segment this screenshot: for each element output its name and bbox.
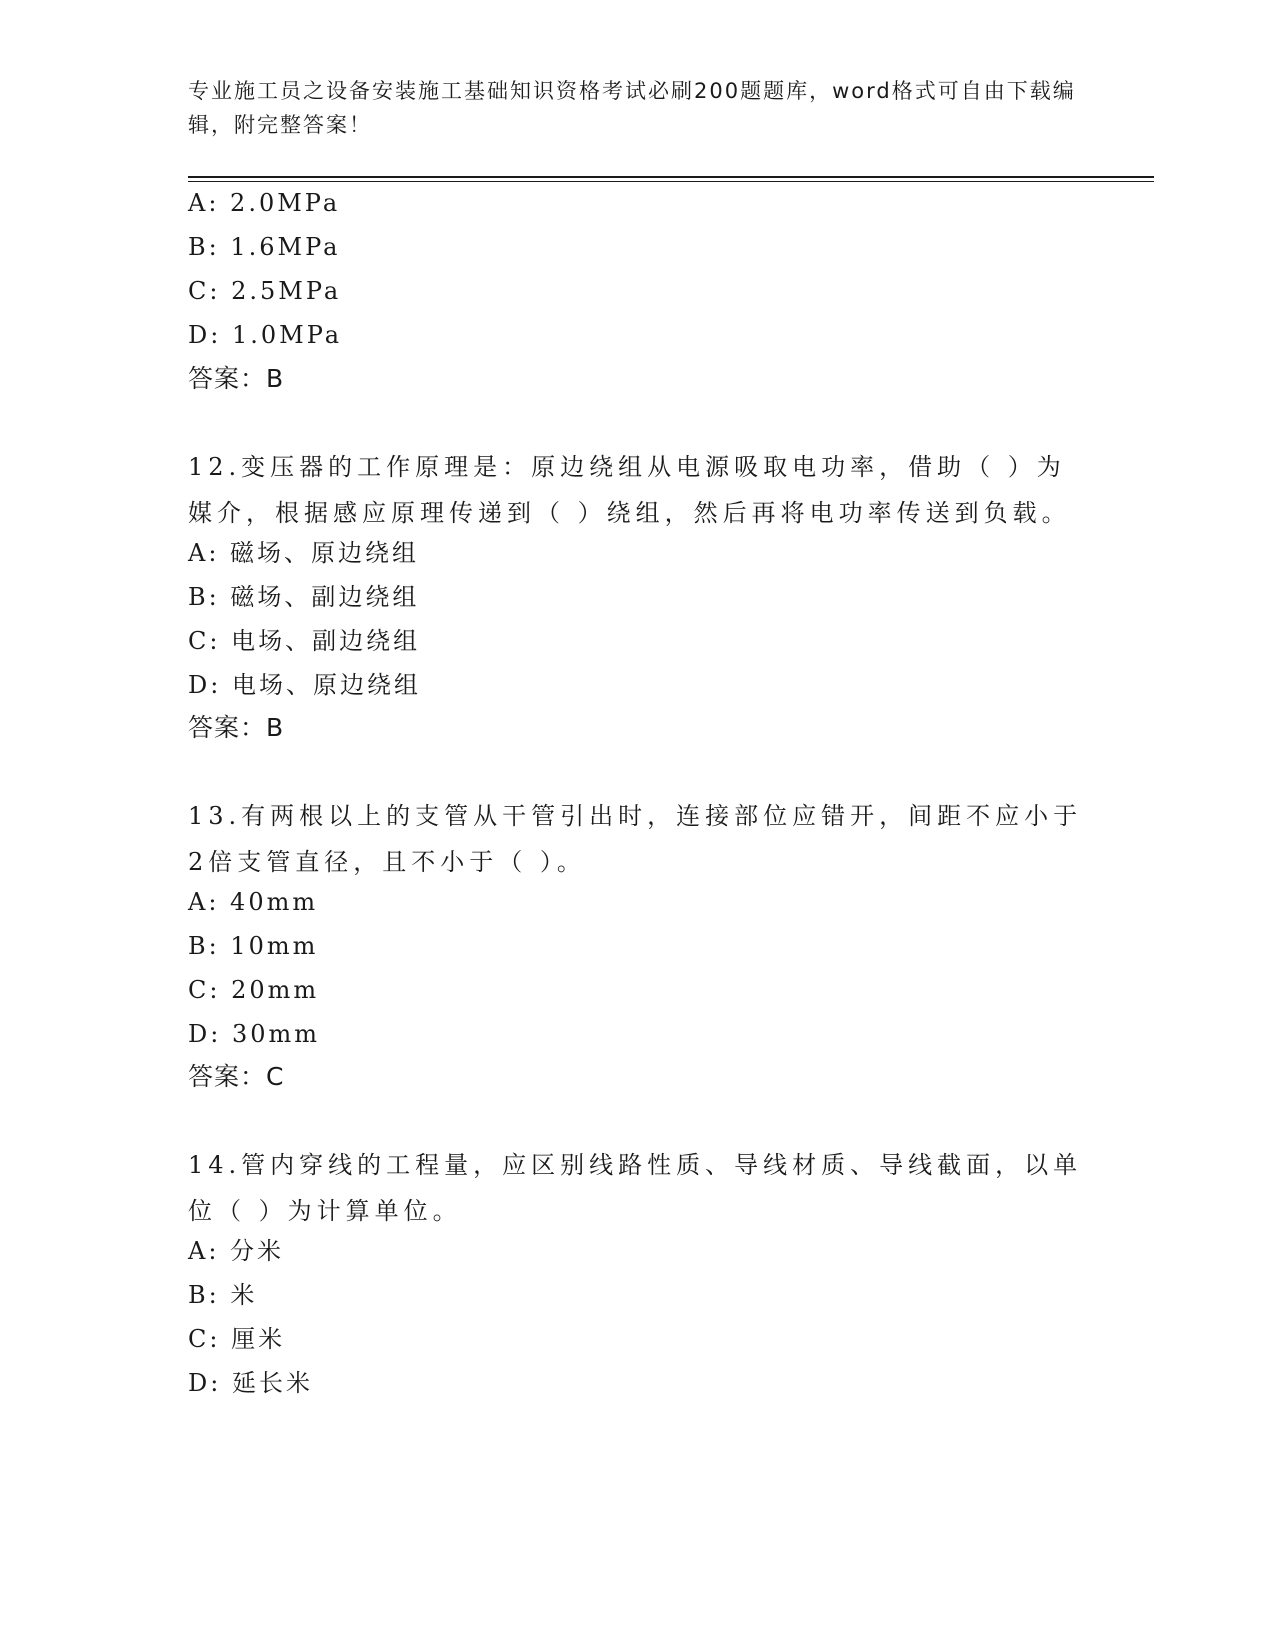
q14-option-d: D: 延长米 [188, 1369, 313, 1397]
q12-option-c: C: 电场、副边绕组 [188, 627, 421, 655]
q12-option-d: D: 电场、原边绕组 [188, 671, 421, 699]
q13-option-a: A: 40mm [188, 888, 319, 916]
q11-answer: 答案：B [188, 364, 285, 393]
q14-option-a: A: 分米 [188, 1237, 285, 1265]
document-header: 专业施工员之设备安装施工基础知识资格考试必刷200题题库，word格式可自由下载编辑，附完整答案！ [188, 79, 1076, 137]
q14-stem: 14.管内穿线的工程量，应区别线路性质、导线材质、导线截面，以单位（ ）为计算单位。 [188, 1151, 1083, 1225]
q12-option-b: B: 磁场、副边绕组 [188, 583, 420, 611]
q12-stem: 12.变压器的工作原理是：原边绕组从电源吸取电功率，借助（ ）为媒介，根据感应原理传递到（ ）绕组，然后再将电功率传送到负载。 [188, 453, 1071, 527]
q11-option-c: C: 2.5MPa [188, 277, 342, 305]
q13-option-d: D: 30mm [188, 1020, 321, 1048]
q14-option-b: B: 米 [188, 1281, 258, 1309]
q14-option-c: C: 厘米 [188, 1325, 286, 1353]
q13-option-c: C: 20mm [188, 976, 320, 1004]
q12-option-a: A: 磁场、原边绕组 [188, 539, 420, 567]
q13-stem: 13.有两根以上的支管从干管引出时，连接部位应错开，间距不应小于2倍支管直径，且不小于（ ）。 [188, 802, 1083, 876]
q11-option-b: B: 1.6MPa [188, 233, 341, 261]
q13-answer: 答案：C [188, 1062, 285, 1091]
q13-option-b: B: 10mm [188, 932, 319, 960]
q11-option-a: A: 2.0MPa [188, 189, 341, 217]
q12-answer: 答案：B [188, 713, 285, 742]
q11-option-d: D: 1.0MPa [188, 321, 343, 349]
header-divider-thick [188, 176, 1154, 178]
